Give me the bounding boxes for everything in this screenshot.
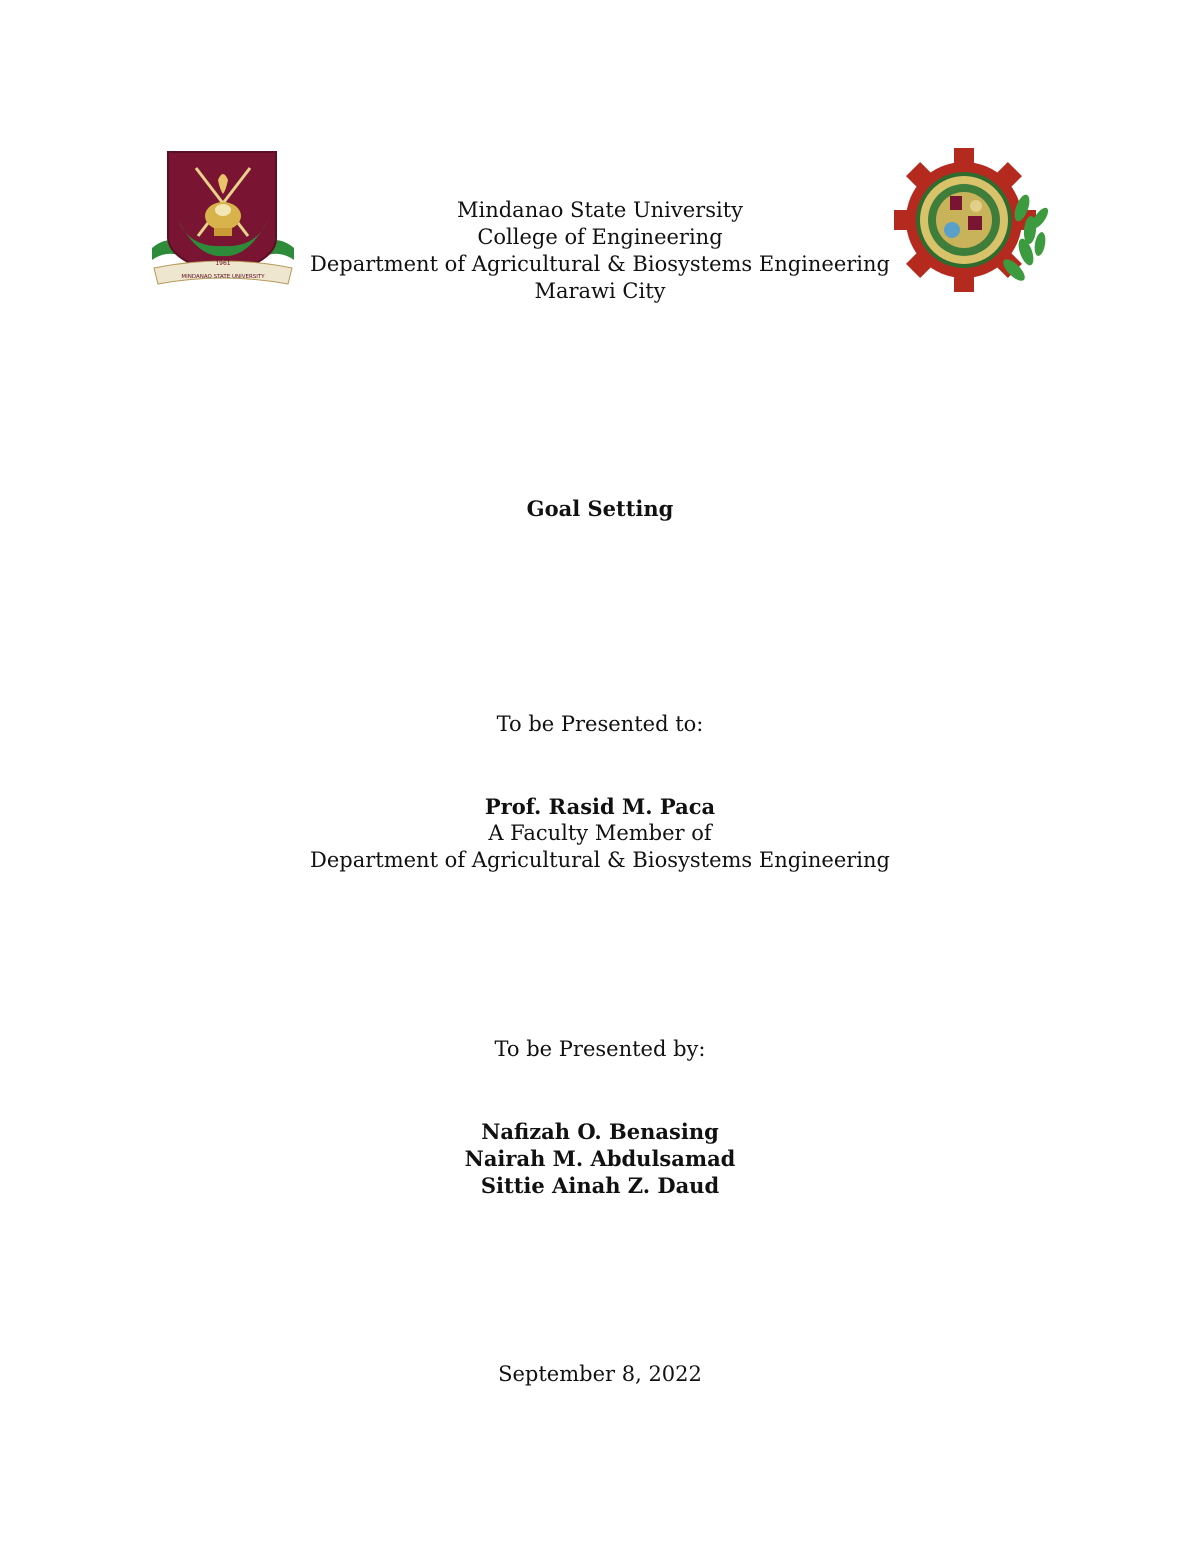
recipient-role: A Faculty Member of xyxy=(488,821,712,845)
department-name: Department of Agricultural & Biosystems Engineering xyxy=(310,252,890,276)
presented-to-label: To be Presented to: xyxy=(496,712,704,736)
college-name: College of Engineering xyxy=(477,225,723,249)
presenter-name: Sittie Ainah Z. Daud xyxy=(480,1173,720,1198)
university-name: Mindanao State University xyxy=(456,198,744,222)
presented-by-label: To be Presented by: xyxy=(494,1037,706,1061)
recipient-name: Prof. Rasid M. Paca xyxy=(484,794,716,819)
presenter-name: Nafizah O. Benasing xyxy=(481,1119,719,1144)
document-date: September 8, 2022 xyxy=(498,1362,702,1386)
svg-text:MINDANAO STATE UNIVERSITY: MINDANAO STATE UNIVERSITY xyxy=(181,274,265,280)
presenter-name: Nairah M. Abdulsamad xyxy=(464,1146,736,1171)
recipient-department: Department of Agricultural & Biosystems Engineering xyxy=(310,848,890,872)
document-title: Goal Setting xyxy=(526,496,674,521)
svg-text:1961: 1961 xyxy=(215,260,231,267)
city-name: Marawi City xyxy=(534,279,666,303)
